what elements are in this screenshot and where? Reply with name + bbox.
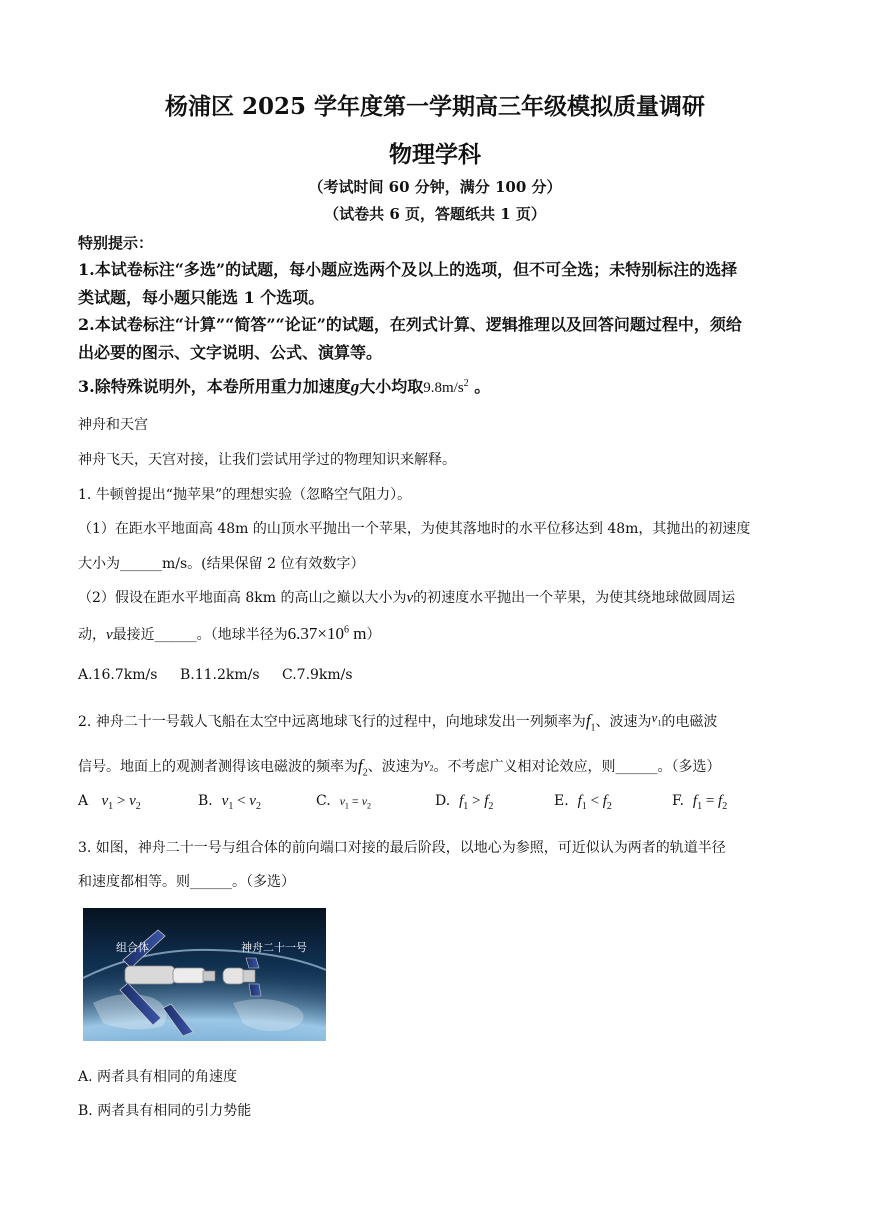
q2-text-d: 信号。地面上的观测者测得该电磁波的频率为 bbox=[78, 759, 358, 775]
operator: = bbox=[348, 794, 362, 808]
gravity-value-exp: 2 bbox=[463, 378, 469, 389]
q1-part2-text-d: 最接近______。（地球半径为 bbox=[112, 627, 288, 643]
rsub: 2 bbox=[606, 801, 612, 812]
note-2-line-1: 2.本试卷标注“计算”“简答”“论证”的试题，在列式计算、逻辑推理以及回答问题过程中，须给 bbox=[78, 315, 742, 334]
note-3-mid: 大小均取 bbox=[359, 377, 424, 396]
gravity-value-text: 9.8m/s bbox=[423, 380, 464, 396]
q1-part1-line2: 大小为______m/s。(结果保留 2 位有效数字） bbox=[78, 556, 365, 572]
q1-part2-text-b: 的初速度水平抛出一个苹果，为使其绕地球做圆周运 bbox=[413, 590, 736, 606]
velocity-symbol-2: v bbox=[106, 627, 113, 643]
gravity-symbol: g bbox=[350, 377, 360, 396]
q2-text-c: 的电磁波 bbox=[661, 714, 718, 730]
note-3-end: 。 bbox=[474, 377, 491, 396]
rsub: 2 bbox=[722, 801, 728, 812]
earth-radius-exp: 6 bbox=[344, 624, 350, 636]
f2-sub: 2 bbox=[362, 767, 368, 779]
lhs: f bbox=[692, 793, 698, 809]
q2-text-f: 。不考虑广义相对论效应，则______。（多选） bbox=[433, 759, 721, 775]
rhs: f bbox=[718, 793, 723, 809]
q1-part2-line2 bbox=[78, 624, 381, 644]
rhs: v bbox=[249, 793, 256, 809]
exam-time-info: （考试时间 60 分钟，满分 100 分） bbox=[308, 178, 562, 196]
note-1-line-1: 1.本试卷标注“多选”的试题，每小题应选两个及以上的选项，但不可全选；未特别标注的选择 bbox=[78, 260, 738, 279]
f1-letter: f bbox=[585, 711, 591, 730]
spacecraft-body bbox=[223, 968, 245, 984]
q2-option-e[interactable] bbox=[554, 793, 612, 812]
f2-symbol bbox=[358, 756, 368, 779]
lhs: v bbox=[339, 794, 345, 808]
earth-radius bbox=[288, 624, 367, 643]
q2-option-f-expr bbox=[692, 793, 728, 812]
operator: > bbox=[113, 793, 130, 809]
operator: < bbox=[233, 793, 250, 809]
q2-option-a[interactable] bbox=[78, 793, 141, 812]
v2-letter: v bbox=[423, 755, 430, 770]
rhs: v bbox=[361, 794, 368, 808]
operator: = bbox=[702, 793, 719, 809]
lsub: 1 bbox=[344, 801, 349, 811]
lsub: 1 bbox=[697, 801, 703, 812]
spacecraft-panel bbox=[249, 984, 261, 996]
subject-title: 物理学科 bbox=[389, 141, 481, 168]
q1-part2-text-c: 动， bbox=[78, 627, 106, 643]
q2-option-d-label: D. bbox=[435, 793, 451, 809]
q2-option-b[interactable] bbox=[198, 793, 261, 812]
f1-sub: 1 bbox=[590, 722, 596, 734]
note-3 bbox=[78, 374, 490, 397]
label-combined-station: 组合体 bbox=[116, 942, 149, 954]
lhs: f bbox=[577, 793, 582, 809]
q3-option-b[interactable]: B. 两者具有相同的引力势能 bbox=[78, 1103, 252, 1119]
rsub: 2 bbox=[367, 801, 372, 811]
rsub: 2 bbox=[255, 801, 261, 812]
q2-option-f[interactable] bbox=[672, 793, 727, 812]
paper-info: （试卷共 6 页，答题纸共 1 页） bbox=[324, 205, 546, 223]
v2-symbol bbox=[423, 755, 434, 773]
v1-symbol bbox=[651, 710, 662, 728]
q2-option-e-label: E. bbox=[554, 793, 569, 809]
lhs: f bbox=[459, 793, 464, 809]
rhs: v bbox=[129, 793, 136, 809]
lsub: 1 bbox=[463, 801, 469, 812]
lsub: 1 bbox=[108, 801, 114, 812]
q1-part1-line1: （1）在距水平地面高 48m 的山顶水平抛出一个苹果，为使其落地时的水平位移达到 48m，其抛出的初速度 bbox=[78, 521, 751, 537]
q1-option-a[interactable]: A.16.7km/s bbox=[78, 667, 158, 683]
q2-option-d-expr bbox=[459, 793, 494, 812]
station-module bbox=[173, 968, 205, 983]
q1-stem: 1. 牛顿曾提出“抛苹果”的理想实验（忽略空气阻力）。 bbox=[78, 487, 412, 503]
lhs: v bbox=[221, 793, 229, 809]
lsub: 1 bbox=[228, 801, 234, 812]
q2-text-e: 、波速为 bbox=[367, 759, 424, 775]
operator: > bbox=[468, 793, 485, 809]
q2-option-c-label: C. bbox=[316, 793, 331, 809]
rhs: f bbox=[602, 793, 607, 809]
q3-line2: 和速度都相等。则______。（多选） bbox=[78, 874, 295, 890]
docking-illustration bbox=[83, 908, 326, 1041]
q1-part2-text-a: （2）假设在距水平地面高 8km 的高山之巅以大小为 bbox=[78, 590, 407, 606]
operator: < bbox=[586, 793, 603, 809]
rhs: f bbox=[484, 793, 489, 809]
q3-line1: 3. 如图，神舟二十一号与组合体的前向端口对接的最后阶段，以地心为参照，可近似认为两者的轨道半径 bbox=[78, 840, 726, 856]
docking-figure bbox=[83, 908, 326, 1041]
q2-option-a-label: A bbox=[78, 793, 89, 809]
q2-option-e-expr bbox=[577, 793, 612, 812]
gravity-value bbox=[423, 380, 468, 396]
station-core-module bbox=[125, 966, 175, 984]
earth-radius-unit: m bbox=[353, 624, 367, 643]
v1-letter: v bbox=[651, 710, 658, 725]
q2-option-a-expr bbox=[101, 793, 141, 812]
q2-option-c-expr bbox=[339, 794, 372, 811]
q1-option-c[interactable]: C.7.9km/s bbox=[282, 667, 353, 683]
docking-port bbox=[203, 971, 215, 981]
label-shenzhou-21: 神舟二十一号 bbox=[241, 942, 307, 954]
v1-sub: 1 bbox=[657, 718, 662, 728]
lhs: v bbox=[101, 793, 109, 809]
earth-radius-mantissa: 6.37×10 bbox=[287, 624, 345, 643]
lsub: 1 bbox=[581, 801, 587, 812]
rsub: 2 bbox=[135, 801, 141, 812]
q2-option-d[interactable] bbox=[435, 793, 493, 812]
q2-option-b-expr bbox=[221, 793, 261, 812]
f2-letter: f bbox=[358, 756, 363, 775]
note-2-line-2: 出必要的图示、文字说明、公式、演算等。 bbox=[78, 343, 383, 362]
q1-part2-end: ） bbox=[366, 627, 381, 643]
note-1-line-2: 类试题，每小题只能选 1 个选项。 bbox=[78, 288, 325, 307]
rsub: 2 bbox=[488, 801, 494, 812]
q2-line2 bbox=[78, 755, 721, 778]
note-3-prefix: 3.除特殊说明外，本卷所用重力加速度 bbox=[78, 377, 351, 396]
q3-option-a[interactable]: A. 两者具有相同的角速度 bbox=[78, 1069, 238, 1085]
q1-part2-line1 bbox=[78, 587, 735, 607]
q2-text-b: 、波速为 bbox=[595, 714, 652, 730]
q2-option-c[interactable] bbox=[316, 793, 371, 810]
q2-option-b-label: B. bbox=[198, 793, 213, 809]
notes-heading: 特别提示： bbox=[78, 234, 154, 252]
q2-option-f-label: F. bbox=[672, 793, 684, 809]
f1-symbol bbox=[585, 711, 596, 734]
velocity-symbol: v bbox=[406, 590, 414, 606]
q2-text-a: 2. 神舟二十一号载人飞船在太空中远离地球飞行的过程中，向地球发出一列频率为 bbox=[78, 714, 586, 730]
q1-option-b[interactable]: B.11.2km/s bbox=[180, 667, 260, 683]
exam-title: 杨浦区 2025 学年度第一学期高三年级模拟质量调研 bbox=[164, 93, 706, 120]
section-intro: 神舟飞天，天宫对接，让我们尝试用学过的物理知识来解释。 bbox=[78, 452, 456, 468]
spacecraft-service-module bbox=[243, 970, 255, 982]
q2-line1 bbox=[78, 710, 717, 733]
section-title: 神舟和天宫 bbox=[78, 417, 148, 433]
v2-sub: 2 bbox=[429, 763, 434, 773]
